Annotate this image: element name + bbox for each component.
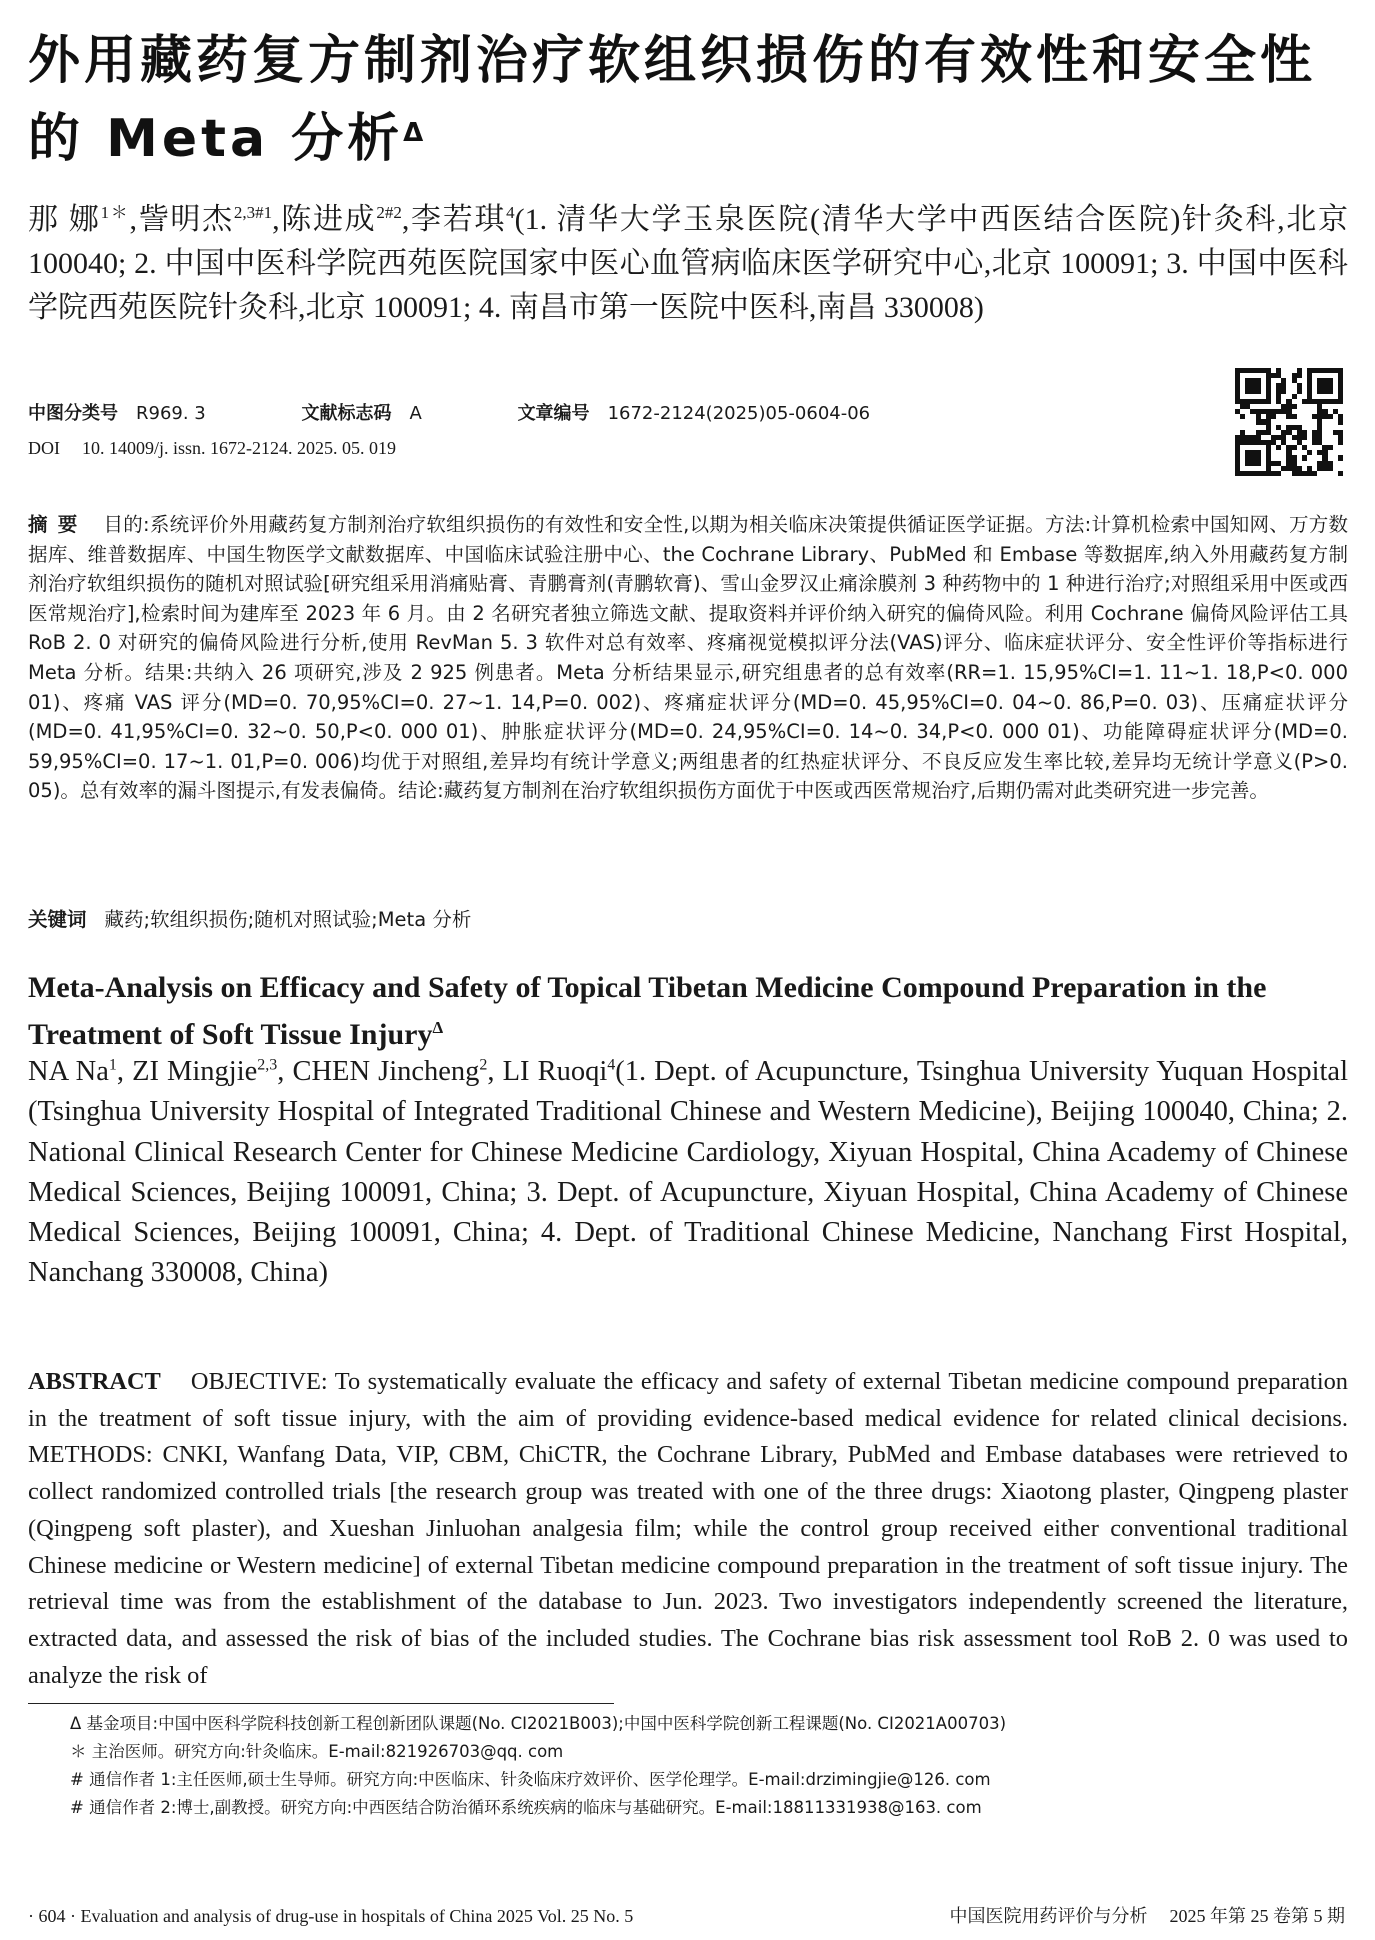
footer-journal: 中国医院用药评价与分析 <box>949 1906 1148 1926</box>
article-title-cn <box>28 22 1348 178</box>
author-name: 訾明杰 <box>137 203 234 236</box>
doc-code-value: A <box>409 403 422 424</box>
footnote-corresponding-2: # 通信作者 2:博士,副教授。研究方向:中西医结合防治循环系统疾病的临床与基础研究。E-mail:18811331938@163. com <box>70 1798 982 1817</box>
author-name: 陈进成 <box>279 203 377 236</box>
article-no-value: 1672-2124(2025)05-0604-06 <box>607 403 871 424</box>
funding-mark-en: Δ <box>432 1018 444 1037</box>
article-info-row <box>28 402 870 426</box>
author-sup-en: 4 <box>607 1056 616 1074</box>
title-cn-text: 外用藏药复方制剂治疗软组织损伤的有效性和安全性的 Meta 分析 <box>28 31 1317 169</box>
footnote-corresponding-1: # 通信作者 1:主任医师,硕士生导师。研究方向:中医临床、针灸临床疗效评价、医学伦理学。E-mail:drzimingjie@126. com <box>70 1770 991 1789</box>
article-title-en <box>28 968 1348 1055</box>
doi-row <box>28 436 396 460</box>
qr-code-icon <box>1235 368 1343 476</box>
author-name-en: CHEN Jincheng <box>292 1056 480 1087</box>
author-sup-en: 2,3 <box>257 1056 278 1074</box>
author-name: 那 娜 <box>28 203 101 236</box>
author-name-en: NA Na <box>28 1056 109 1087</box>
funding-mark: Δ <box>403 118 428 148</box>
keywords-cn-label: 关键词 <box>28 908 87 931</box>
author-sup-en: 2 <box>479 1056 488 1074</box>
author-sup: 2,3#1 <box>233 203 273 222</box>
footnotes <box>70 1710 1350 1822</box>
affiliations-en: (1. Dept. of Acupuncture, Tsinghua University Yuquan Hospital (Tsinghua University Hospital of Integrated Traditional Chinese and Western Medicine), Beijing 100040, China; 2. National Clinical Research Center for Chinese Medicine Cardiology, Xiyuan Hospital, China Academy of Chinese Medical Sciences, Beijing 100091, China; 3. Dept. of Acupuncture, Xiyuan Hospital, China Academy of Chinese Medical Sciences, Beijing 100091, China; 4. Dept. of Traditional Chinese Medicine, Nanchang First Hospital, Nanchang 330008, China) <box>28 1056 1349 1289</box>
keywords-cn-text: 藏药;软组织损伤;随机对照试验;Meta 分析 <box>104 908 472 931</box>
footer-left: · 604 · Evaluation and analysis of drug-use in hospitals of China 2025 Vol. 25 No. 5 <box>28 1906 634 1926</box>
doi-value: 10. 14009/j. issn. 1672-2124. 2025. 05. 019 <box>82 438 397 458</box>
author-name: 李若琪 <box>409 203 507 236</box>
author-sup: 4 <box>506 203 515 222</box>
footer-right <box>928 1904 1346 1928</box>
author-name-en: LI Ruoqi <box>502 1056 608 1087</box>
authors-en: NA Na$^1$, ZI Mingjie$^{2,3}$, CHEN Jincheng$^2$, LI Ruoqi$^4$(1. Dept. of Acupuncture, Tsinghua University Yuquan Hospital (Tsinghua University Hospital of Integrated Traditional Chinese and Western Medicine), Beijing 100040, China; 2. National Clinical Research Center for Chinese Medicine Cardiology, Xiyuan Hospital, China Academy of Chinese Medical Sciences, Beijing 100091, China; 3. Dept. of Acupuncture, Xiyuan Hospital, China Academy of Chinese Medical Sciences, Beijing 100091, China; 4. Dept. of Traditional Chinese Medicine, Nanchang First Hospital, Nanchang 330008, China) <box>28 1056 1349 1289</box>
affiliations-cn: (1. 清华大学玉泉医院(清华大学中西医结合医院)针灸科,北京 100040; 2. 中国中医科学院西苑医院国家中医心血管病临床医学研究中心,北京 100091; 3. 中国中医科学院西苑医院针灸科,北京 100091; 4. 南昌市第一医院中医科,南昌 330008) <box>28 203 1349 324</box>
footnote-funding: Δ 基金项目:中国中医科学院科技创新工程创新团队课题(No. CI2021B003);中国中医科学院创新工程课题(No. CI2021A00703) <box>70 1714 1007 1733</box>
abstract-cn <box>28 510 1348 806</box>
abstract-en-label: ABSTRACT <box>28 1368 161 1395</box>
authors-cn: 那 娜$^{1*}$,訾明杰$^{2,3\#1}$,陈进成$^{2\#2}$,李若琪$^4$(1. 清华大学玉泉医院(清华大学中西医结合医院)针灸科,北京 100040; 2. 中国中医科学院西苑医院国家中医心血管病临床医学研究中心,北京 100091; 3. 中国中医科学院西苑医院针灸科,北京 100091; 4. 南昌市第一医院中医科,南昌 330008) <box>28 203 1349 324</box>
author-name-en: ZI Mingjie <box>132 1056 258 1087</box>
author-sup-en: 1 <box>108 1056 117 1074</box>
abstract-cn-label: 摘要 <box>28 513 88 536</box>
title-en-text: Meta-Analysis on Efficacy and Safety of Topical Tibetan Medicine Compound Preparation in the Treatment of Soft Tissue Injury <box>28 971 1267 1051</box>
doc-code-label: 文献标志码 <box>301 403 392 424</box>
keywords-cn <box>28 906 471 934</box>
article-no-label: 文章编号 <box>517 403 590 424</box>
abstract-en <box>28 1364 1348 1694</box>
abstract-en-text: OBJECTIVE: To systematically evaluate the efficacy and safety of external Tibetan medicine compound preparation in the treatment of soft tissue injury, with the aim of providing evidence-based medical evidence for related clinical decisions. METHODS: CNKI, Wanfang Data, VIP, CBM, ChiCTR, the Cochrane Library, PubMed and Embase databases were retrieved to collect randomized controlled trials [the research group was treated with one of the three drugs: Xiaotong plaster, Qingpeng plaster (Qingpeng soft plaster), and Xueshan Jinluohan analgesia film; while the control group received either conventional traditional Chinese medicine or Western medicine] of external Tibetan medicine compound preparation in the treatment of soft tissue injury. The retrieval time was from the establishment of the database to Jun. 2023. Two investigators independently screened the literature, extracted data, and assessed the risk of bias of the included studies. The Cochrane bias risk assessment tool RoB 2. 0 was used to analyze the risk of <box>28 1368 1348 1689</box>
clc-label: 中图分类号 <box>28 403 118 424</box>
footer-issue: 2025 年第 25 卷第 5 期 <box>1169 1906 1345 1926</box>
clc-value: R969. 3 <box>136 403 206 424</box>
footnote-divider <box>28 1703 614 1704</box>
doi-label: DOI <box>28 438 60 458</box>
author-sup: 2#2 <box>376 203 402 222</box>
abstract-cn-text: 目的:系统评价外用藏药复方制剂治疗软组织损伤的有效性和安全性,以期为相关临床决策提供循证医学证据。方法:计算机检索中国知网、万方数据库、维普数据库、中国生物医学文献数据库、中国临床试验注册中心、the Cochrane Library、PubMed 和 Embase 等数据库,纳入外用藏药复方制剂治疗软组织损伤的随机对照试验[研究组采用消痛贴膏、青鹏膏剂(青鹏软膏)、雪山金罗汉止痛涂膜剂 3 种药物中的 1 种进行治疗;对照组采用中医或西医常规治疗],检索时间为建库至 2023 年 6 月。由 2 名研究者独立筛选文献、提取资料并评价纳入研究的偏倚风险。利用 Cochrane 偏倚风险评估工具 RoB 2. 0 对研究的偏倚风险进行分析,使用 RevMan 5. 3 软件对总有效率、疼痛视觉模拟评分法(VAS)评分、临床症状评分、安全性评价等指标进行 Meta 分析。结果:共纳入 26 项研究,涉及 2 925 例患者。Meta 分析结果显示,研究组患者的总有效率(RR=1. 15,95%CI=1. 11~1. 18,P<0. 000 01)、疼痛 VAS 评分(MD=0. 70,95%CI=0. 27~1. 14,P=0. 002)、疼痛症状评分(MD=0. 45,95%CI=0. 04~0. 86,P=0. 03)、压痛症状评分(MD=0. 41,95%CI=0. 32~0. 50,P<0. 000 01)、肿胀症状评分(MD=0. 24,95%CI=0. 14~0. 34,P<0. 000 01)、功能障碍症状评分(MD=0. 59,95%CI=0. 17~1. 01,P=0. 006)均优于对照组,差异均有统计学意义;两组患者的红热症状评分、不良反应发生率比较,差异均无统计学意义(P>0. 05)。总有效率的漏斗图提示,有发表偏倚。结论:藏药复方制剂在治疗软组织损伤方面优于中医或西医常规治疗,后期仍需对此类研究进一步完善。 <box>28 513 1348 803</box>
footnote-first-author: ＊ 主治医师。研究方向:针灸临床。E-mail:821926703@qq. com <box>70 1742 564 1761</box>
author-sup: 1＊ <box>100 203 130 222</box>
